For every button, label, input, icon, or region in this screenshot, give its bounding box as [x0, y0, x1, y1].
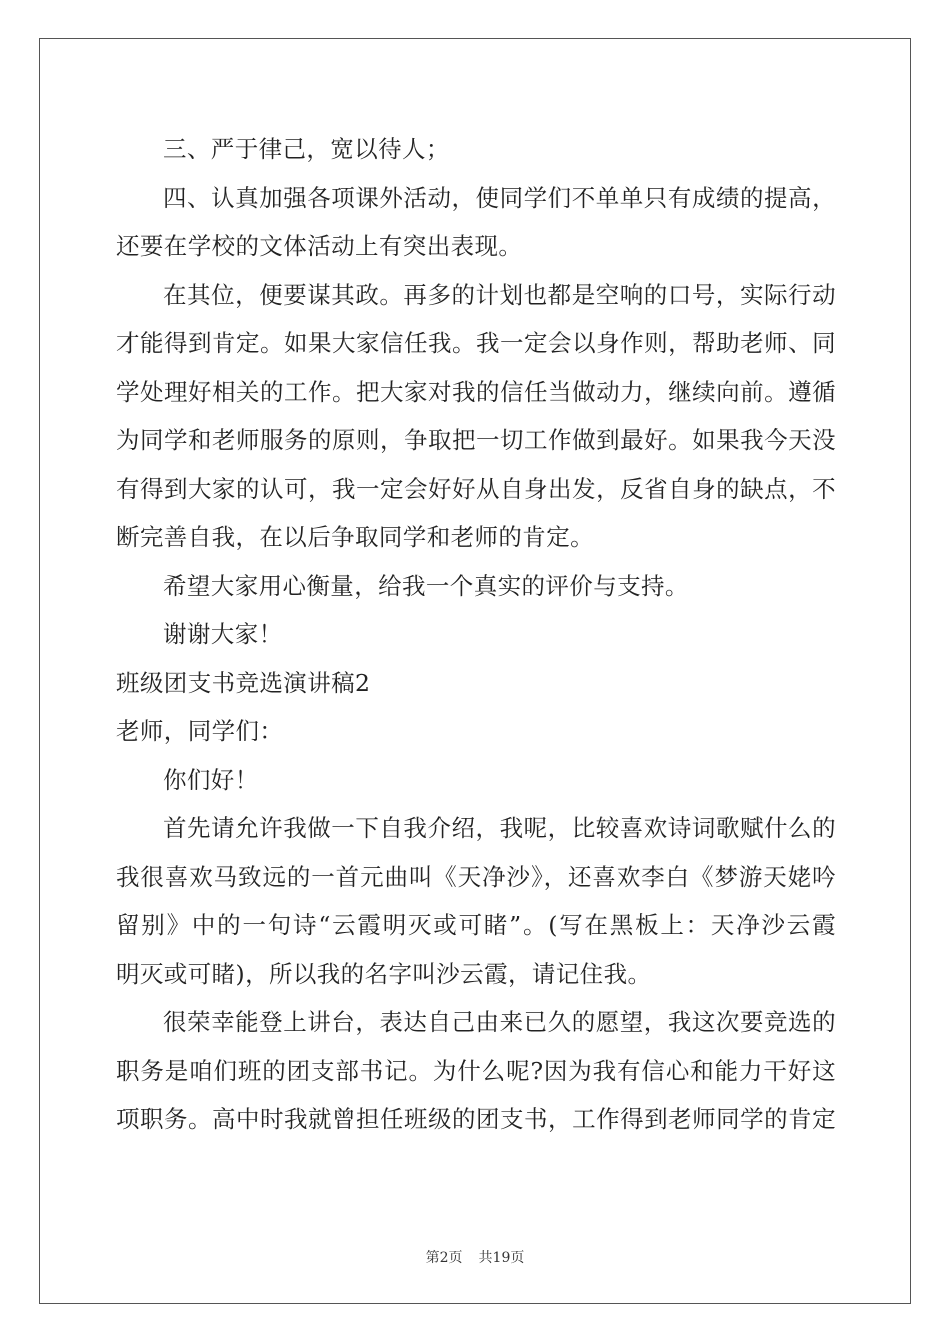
paragraph-line: 谢谢大家！ [163, 620, 283, 648]
paragraph-line: 明灭或可睹)，所以我的名字叫沙云霞，请记住我。 [116, 959, 652, 988]
paragraph-line: 很荣幸能登上讲台，表达自己由来已久的愿望，我这次要竞选的 [163, 1008, 836, 1036]
paragraph-line: 为同学和老师服务的原则，争取把一切工作做到最好。如果我今天没 [116, 426, 836, 454]
paragraph-line: 你们好！ [163, 765, 259, 794]
paragraph-line: 在其位，便要谋其政。再多的计划也都是空响的口号，实际行动 [163, 280, 836, 309]
paragraph-line: 项职务。高中时我就曾担任班级的团支书，工作得到老师同学的肯定 [116, 1105, 836, 1133]
page-footer [0, 1247, 950, 1267]
paragraph-line: 三、严于律己，宽以待人； [163, 135, 450, 163]
page-number-total: 共19页 [478, 1250, 525, 1266]
paragraph-line: 我很喜欢马致远的一首元曲叫《天净沙》，还喜欢李白《梦游天姥吟 [116, 862, 836, 891]
paragraph-line: 首先请允许我做一下自我介绍，我呢，比较喜欢诗词歌赋什么的 [163, 814, 836, 842]
paragraph-line: 有得到大家的认可，我一定会好好从自身出发，反省自身的缺点，不 [116, 474, 836, 503]
paragraph-line: 四、认真加强各项课外活动，使同学们不单单只有成绩的提高， [163, 183, 836, 212]
section-title: 班级团支书竞选演讲稿2 [116, 668, 371, 697]
salutation: 老师，同学们： [116, 717, 284, 745]
paragraph-line: 希望大家用心衡量，给我一个真实的评价与支持。 [163, 571, 689, 600]
paragraph-line: 学处理好相关的工作。把大家对我的信任当做动力，继续向前。遵循 [116, 377, 836, 406]
paragraph-line: 断完善自我，在以后争取同学和老师的肯定。 [116, 523, 594, 551]
paragraph-line: 留别》中的一句诗“云霞明灭或可睹”。(写在黑板上：天净沙云霞 [116, 911, 836, 939]
paragraph-line: 还要在学校的文体活动上有突出表现。 [116, 232, 523, 260]
paragraph-line: 职务是咱们班的团支部书记。为什么呢?因为我有信心和能力干好这 [116, 1056, 836, 1085]
document-body [116, 125, 836, 1144]
paragraph-line: 才能得到肯定。如果大家信任我。我一定会以身作则，帮助老师、同 [116, 329, 836, 357]
page-number-current: 第2页 [425, 1250, 463, 1266]
